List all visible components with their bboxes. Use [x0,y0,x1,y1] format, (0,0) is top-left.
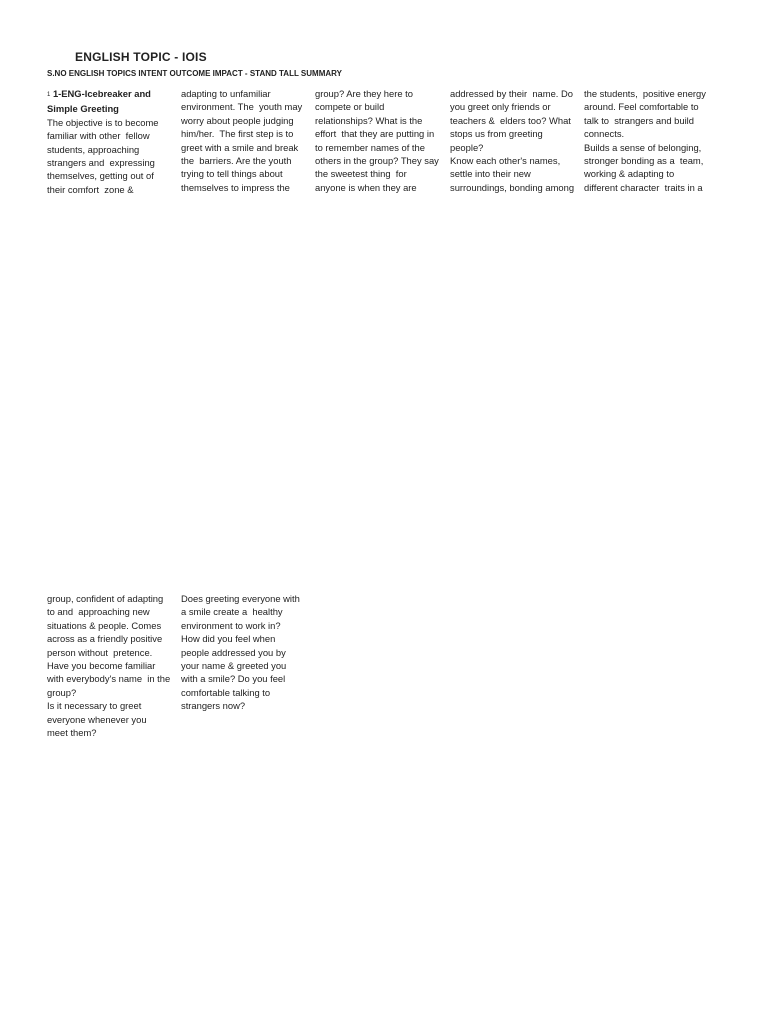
row1-col3-text: group? Are they here to compete or build relationships? What is the effort that they are putting in to remember names of the others in the group? They say the sweetest thing for anyone is when they are [315,88,439,193]
row1-col5-text: the students, positive energy around. Feel comfortable to talk to strangers and build connects. Builds a sense of belonging, stronger bonding as a team, working & adapting to different character traits in a [584,88,706,193]
row1-col1-text: The objective is to become familiar with other fellow students, approaching strangers and expressing themselves, getting out of their comfort zone & [47,116,159,195]
topic-title-line1: 1-ENG-Icebreaker and [50,88,151,99]
row1-topic-column [47,87,181,196]
topic-title-line2: Simple Greeting [47,103,119,115]
row1-col2-text: adapting to unfamiliar environment. The youth may worry about people judging him/her. The first step is to greet with a smile and break the barriers. Are the youth trying to tell things about themselves to impress the [181,88,303,193]
table-header-row: S.NO ENGLISH TOPICS INTENT OUTCOME IMPACT - STAND TALL SUMMARY [47,69,342,78]
row2-col1-text: group, confident of adapting to and approaching new situations & people. Comes across as a friendly positive person without pretence. Have you become familiar with everybody's name in the group? Is it necessary to greet everyone whenever you meet them? [47,593,171,739]
row1-col4-text: addressed by their name. Do you greet only friends or teachers & elders too? What stops us from greeting people? Know each other's names, settle into their new surroundings, bonding among [450,88,575,193]
serial-number: 1 [47,92,51,98]
row2-col2-text: Does greeting everyone with a smile create a healthy environment to work in? How did you feel when people addressed you by your name & greeted you with a smile? Do you feel comfortable talking to strangers now? [181,593,300,712]
document-title: ENGLISH TOPIC - IOIS [75,50,207,64]
